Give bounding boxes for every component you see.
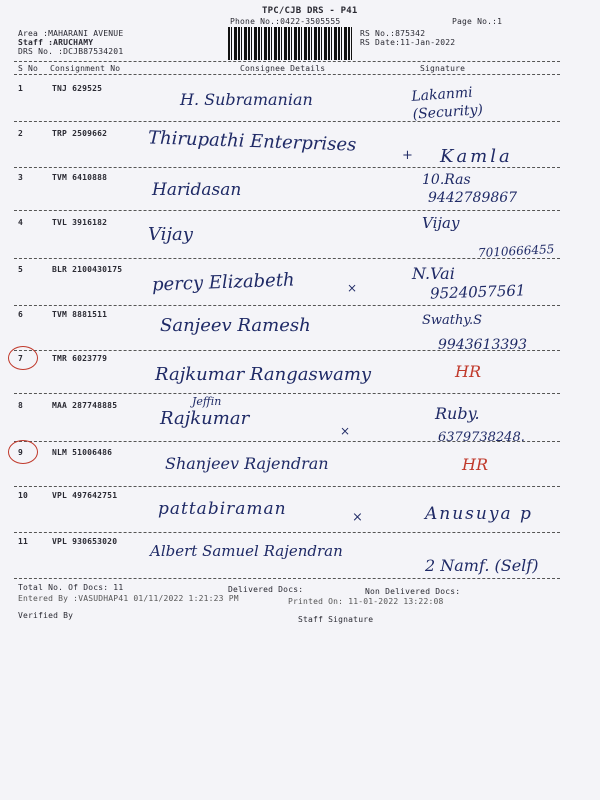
col-consignment: Consignment No [50,64,121,73]
row-divider [14,305,560,306]
row-signature: Kamla [440,146,513,167]
rs-number: RS No.:875342 [360,29,426,38]
row-signature: N.Vai [412,264,455,283]
row-divider [14,393,560,394]
row-signature: 2 Namf. (Self) [425,556,539,575]
row-consignment: TRP 2509662 [52,129,108,138]
row-signature: Anusuya p [425,504,533,524]
row-sno: 3 [18,173,24,182]
entered-by: Entered By :VASUDHAP41 01/11/2022 1:21:23 PM [18,594,239,603]
row-consignment: TVL 3916182 [52,218,108,227]
row-consignee-name: Albert Samuel Rajendran [150,542,343,560]
row-consignee-name: H. Subramanian [180,90,313,109]
row-consignee-name: Vijay [148,224,193,245]
row-divider [14,210,560,211]
row-consignment: TMR 6023779 [52,354,108,363]
row-consignee-name: Haridasan [152,180,242,200]
staff-label: Staff :ARUCHAMY [18,38,94,47]
row-consignment: TVM 6410888 [52,173,108,182]
row-divider [14,532,560,533]
page-number: Page No.:1 [452,17,503,26]
row-divider [14,258,560,259]
row-sno: 10 [18,491,29,500]
row-consignment: MAA 287748885 [52,401,118,410]
row-signature: Swathy.S [422,313,483,328]
row-consignment: VPL 930653020 [52,537,118,546]
row-signature: Lakanmi (Security) [410,84,484,123]
row-phone: 7010666455 [477,242,555,260]
row-consignee-name: Thirupathi Enterprises [147,127,357,156]
staff-signature: Staff Signature [298,615,374,624]
row-sno: 6 [18,310,24,319]
row-sno: 4 [18,218,24,227]
row-consignment: NLM 51006486 [52,448,113,457]
row-sno: 8 [18,401,24,410]
row-divider [14,167,560,168]
row-signature: HR [462,455,488,474]
row-signature: HR [455,362,481,381]
row-consignment: TVM 8881511 [52,310,108,319]
row-divider [14,486,560,487]
rs-date: RS Date:11-Jan-2022 [360,38,456,47]
barcode [228,27,354,60]
non-delivered-docs: Non Delivered Docs: [365,587,461,596]
verified-by: Verified By [18,611,74,620]
row-consignment: TNJ 629525 [52,84,103,93]
row-signature: Ruby. [435,404,480,423]
row-consignment: BLR 2100430175 [52,265,123,274]
row-sno: 5 [18,265,24,274]
row-consignee-name: Rajkumar Rangaswamy [155,364,372,385]
row-divider [14,441,560,442]
row-phone: 9524057561 [429,281,526,303]
row-mark: + [402,148,413,163]
row-mark: × [352,510,363,525]
row-consignee-name: pattabiraman [158,499,287,519]
row-consignee-name: percy Elizabeth [151,269,295,296]
col-signature: Signature [420,64,466,73]
row-sno: 9 [18,448,24,457]
row-consignee-name: Rajkumar [160,408,250,429]
row-mark: × [347,281,358,295]
row-consignment: VPL 497642751 [52,491,118,500]
row-divider [14,121,560,122]
row-signature: Vijay [422,214,460,232]
row-phone: 6379738248. [438,430,525,445]
area-label: Area :MAHARANI AVENUE [18,29,124,38]
row-annotation: Jeffin [192,395,222,408]
row-sno: 11 [18,537,29,546]
phone-number: Phone No.:0422-3505555 [230,17,341,26]
document-title: TPC/CJB DRS - P41 [262,6,358,16]
row-phone: 9943613393 [438,337,528,353]
col-sno: S No [18,64,39,73]
delivered-docs: Delivered Docs: [228,585,304,594]
row-sno: 2 [18,129,24,138]
row-sno: 7 [18,354,24,363]
row-signature: 10.Ras [422,172,471,188]
printed-on: Printed On: 11-01-2022 13:22:08 [288,597,444,606]
row-mark: × [340,424,351,438]
row-divider [14,578,560,579]
header-divider [14,61,560,62]
drs-number: DRS No. :DCJB87534201 [18,47,124,56]
columns-divider [14,74,560,75]
row-consignee-name: Shanjeev Rajendran [165,454,329,473]
row-divider [14,350,560,351]
row-sno: 1 [18,84,24,93]
row-consignee-name: Sanjeev Ramesh [160,315,311,336]
col-consignee: Consignee Details [240,64,326,73]
row-phone: 9442789867 [428,190,518,206]
total-docs: Total No. Of Docs: 11 [18,583,124,592]
